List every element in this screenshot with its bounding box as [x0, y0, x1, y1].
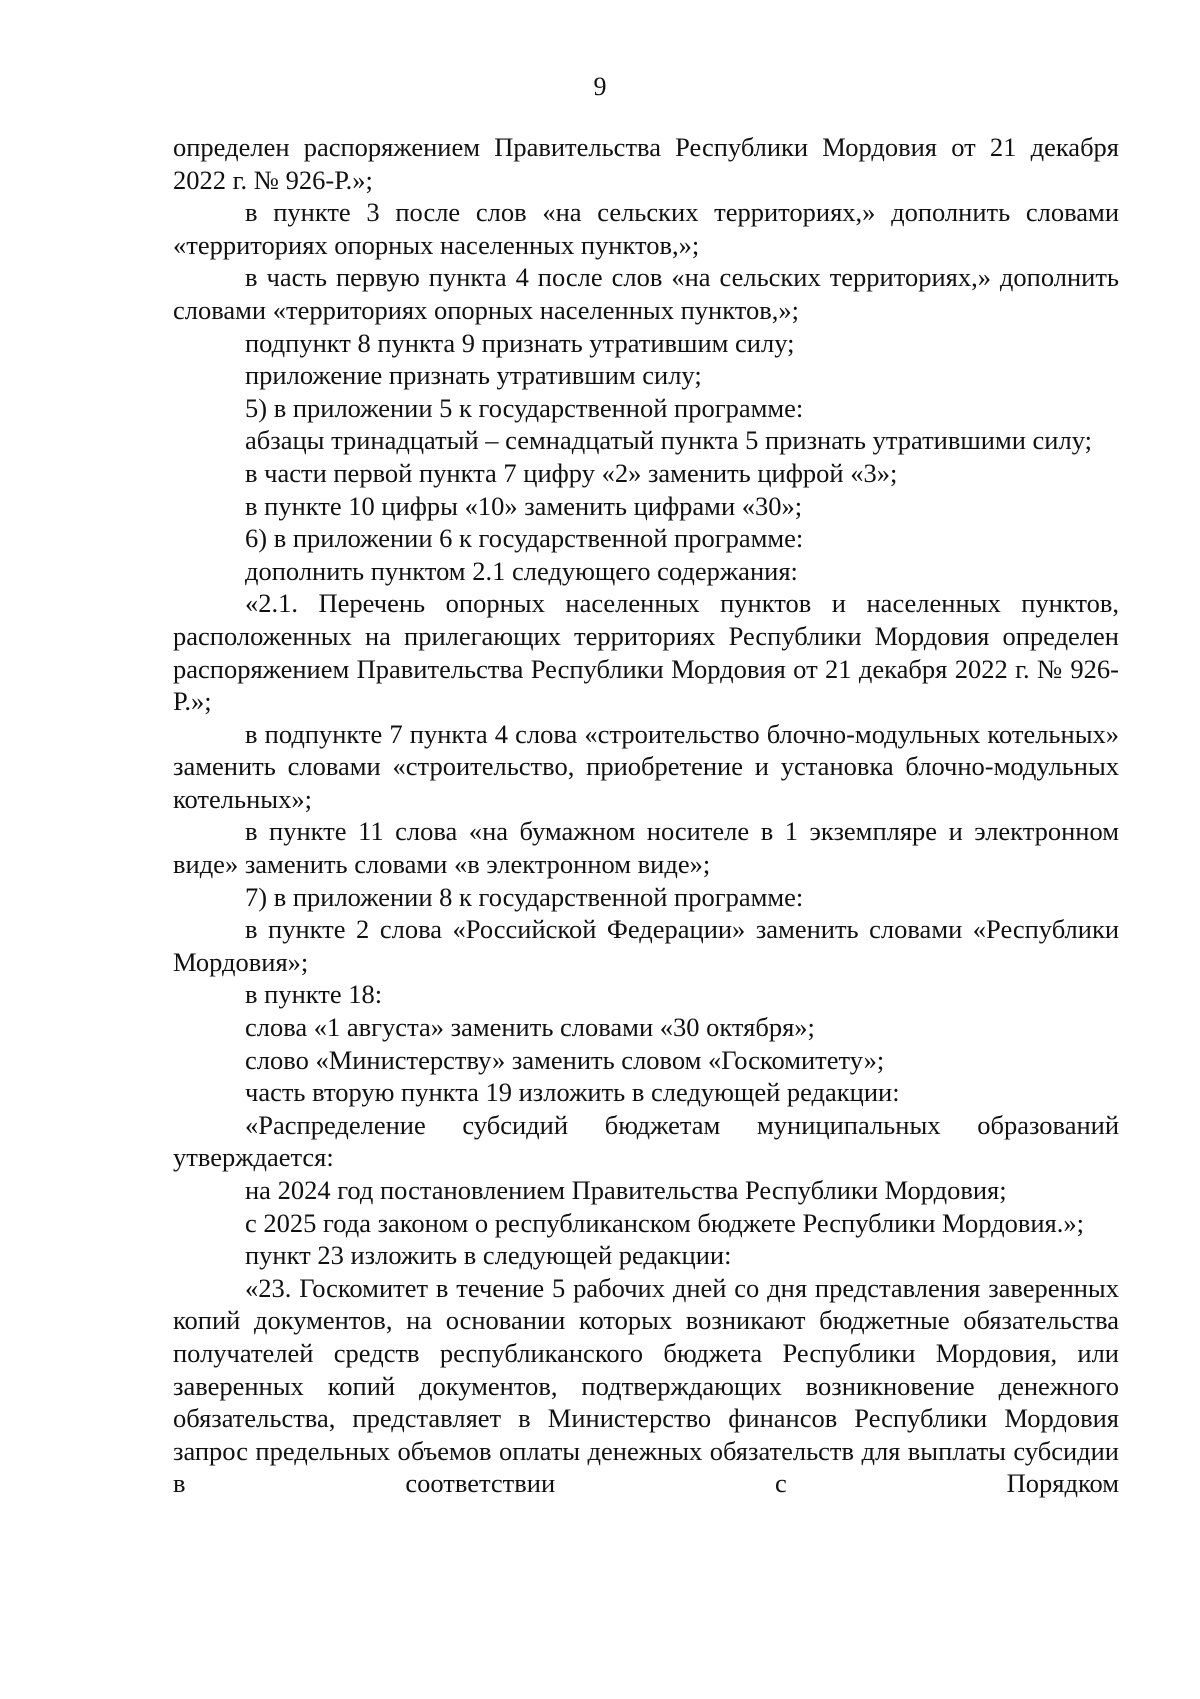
page-number: 9 [593, 72, 607, 101]
paragraph: на 2024 год постановлением Правительства Республики Мордовия; [245, 1175, 1007, 1205]
paragraph: слова «1 августа» заменить словами «30 октября»; [245, 1012, 815, 1043]
paragraph: дополнить пунктом 2.1 следующего содержания: [245, 555, 798, 586]
paragraph: часть вторую пункта 19 изложить в следующей редакции: [245, 1077, 900, 1108]
paragraph: приложение признать утратившим силу; [245, 360, 702, 391]
paragraph: «23. Госкомитет в течение 5 рабочих дней со дня представления заверенных копий документов, на основании которых возникают бюджетные обязательства получателей средств республиканского бюджета Республики Мордовия, или заверенных копий документов, подтверждающих возникновение денежного обязательства, представляет в Министерство финансов Республики Мордовия запрос предельных объемов оплаты денежных обязательств для выплаты субсидии в соответствии с Порядком [173, 1272, 1119, 1499]
paragraph: слово «Министерству» заменить словом «Госкомитету»; [245, 1044, 885, 1075]
paragraph: с 2025 года законом о республиканском бюджете Республики Мордовия.»; [245, 1207, 1084, 1238]
paragraph: 5) в приложении 5 к государственной программе: [245, 392, 804, 423]
paragraph: «Распределение субсидий бюджетам муниципальных образований утверждается: [173, 1109, 1119, 1173]
paragraph: пункт 23 изложить в следующей редакции: [245, 1240, 732, 1271]
paragraph: «2.1. Перечень опорных населенных пунктов и населенных пунктов, расположенных на прилегающих территориях Республики Мордовия определен распоряжением Правительства Республики Мордовия от 21 декабря 2022 г. № 926-Р.»; [173, 588, 1119, 717]
paragraph: в пункте 10 цифры «10» заменить цифрами «30»; [245, 490, 803, 521]
paragraph: в пункте 18: [245, 979, 383, 1010]
paragraph: 7) в приложении 8 к государственной программе: [245, 881, 804, 912]
paragraph: в подпункте 7 пункта 4 слова «строительство блочно-модульных котельных» заменить словами «строительство, приобретение и установка блочно-модульных котельных»; [173, 718, 1119, 814]
paragraph: 6) в приложении 6 к государственной программе: [245, 523, 804, 554]
document-body [173, 131, 1119, 1500]
paragraph: в пункте 11 слова «на бумажном носителе в 1 экземпляре и электронном виде» заменить словами «в электронном виде»; [173, 816, 1119, 880]
paragraph: подпункт 8 пункта 9 признать утратившим силу; [245, 327, 795, 358]
paragraph: в пункте 2 слова «Российской Федерации» заменить словами «Республики Мордовия»; [173, 914, 1119, 977]
paragraph: определен распоряжением Правительства Республики Мордовия от 21 декабря 2022 г. № 926-Р.»; [173, 132, 1119, 195]
paragraph: в часть первую пункта 4 после слов «на сельских территориях,» дополнить словами «территориях опорных населенных пунктов,»; [173, 262, 1119, 325]
paragraph: в части первой пункта 7 цифру «2» заменить цифрой «3»; [245, 457, 898, 488]
paragraph: абзацы тринадцатый – семнадцатый пункта 5 признать утратившими силу; [245, 425, 1092, 456]
paragraph: в пункте 3 после слов «на сельских территориях,» дополнить словами «территориях опорных населенных пунктов,»; [173, 197, 1119, 260]
